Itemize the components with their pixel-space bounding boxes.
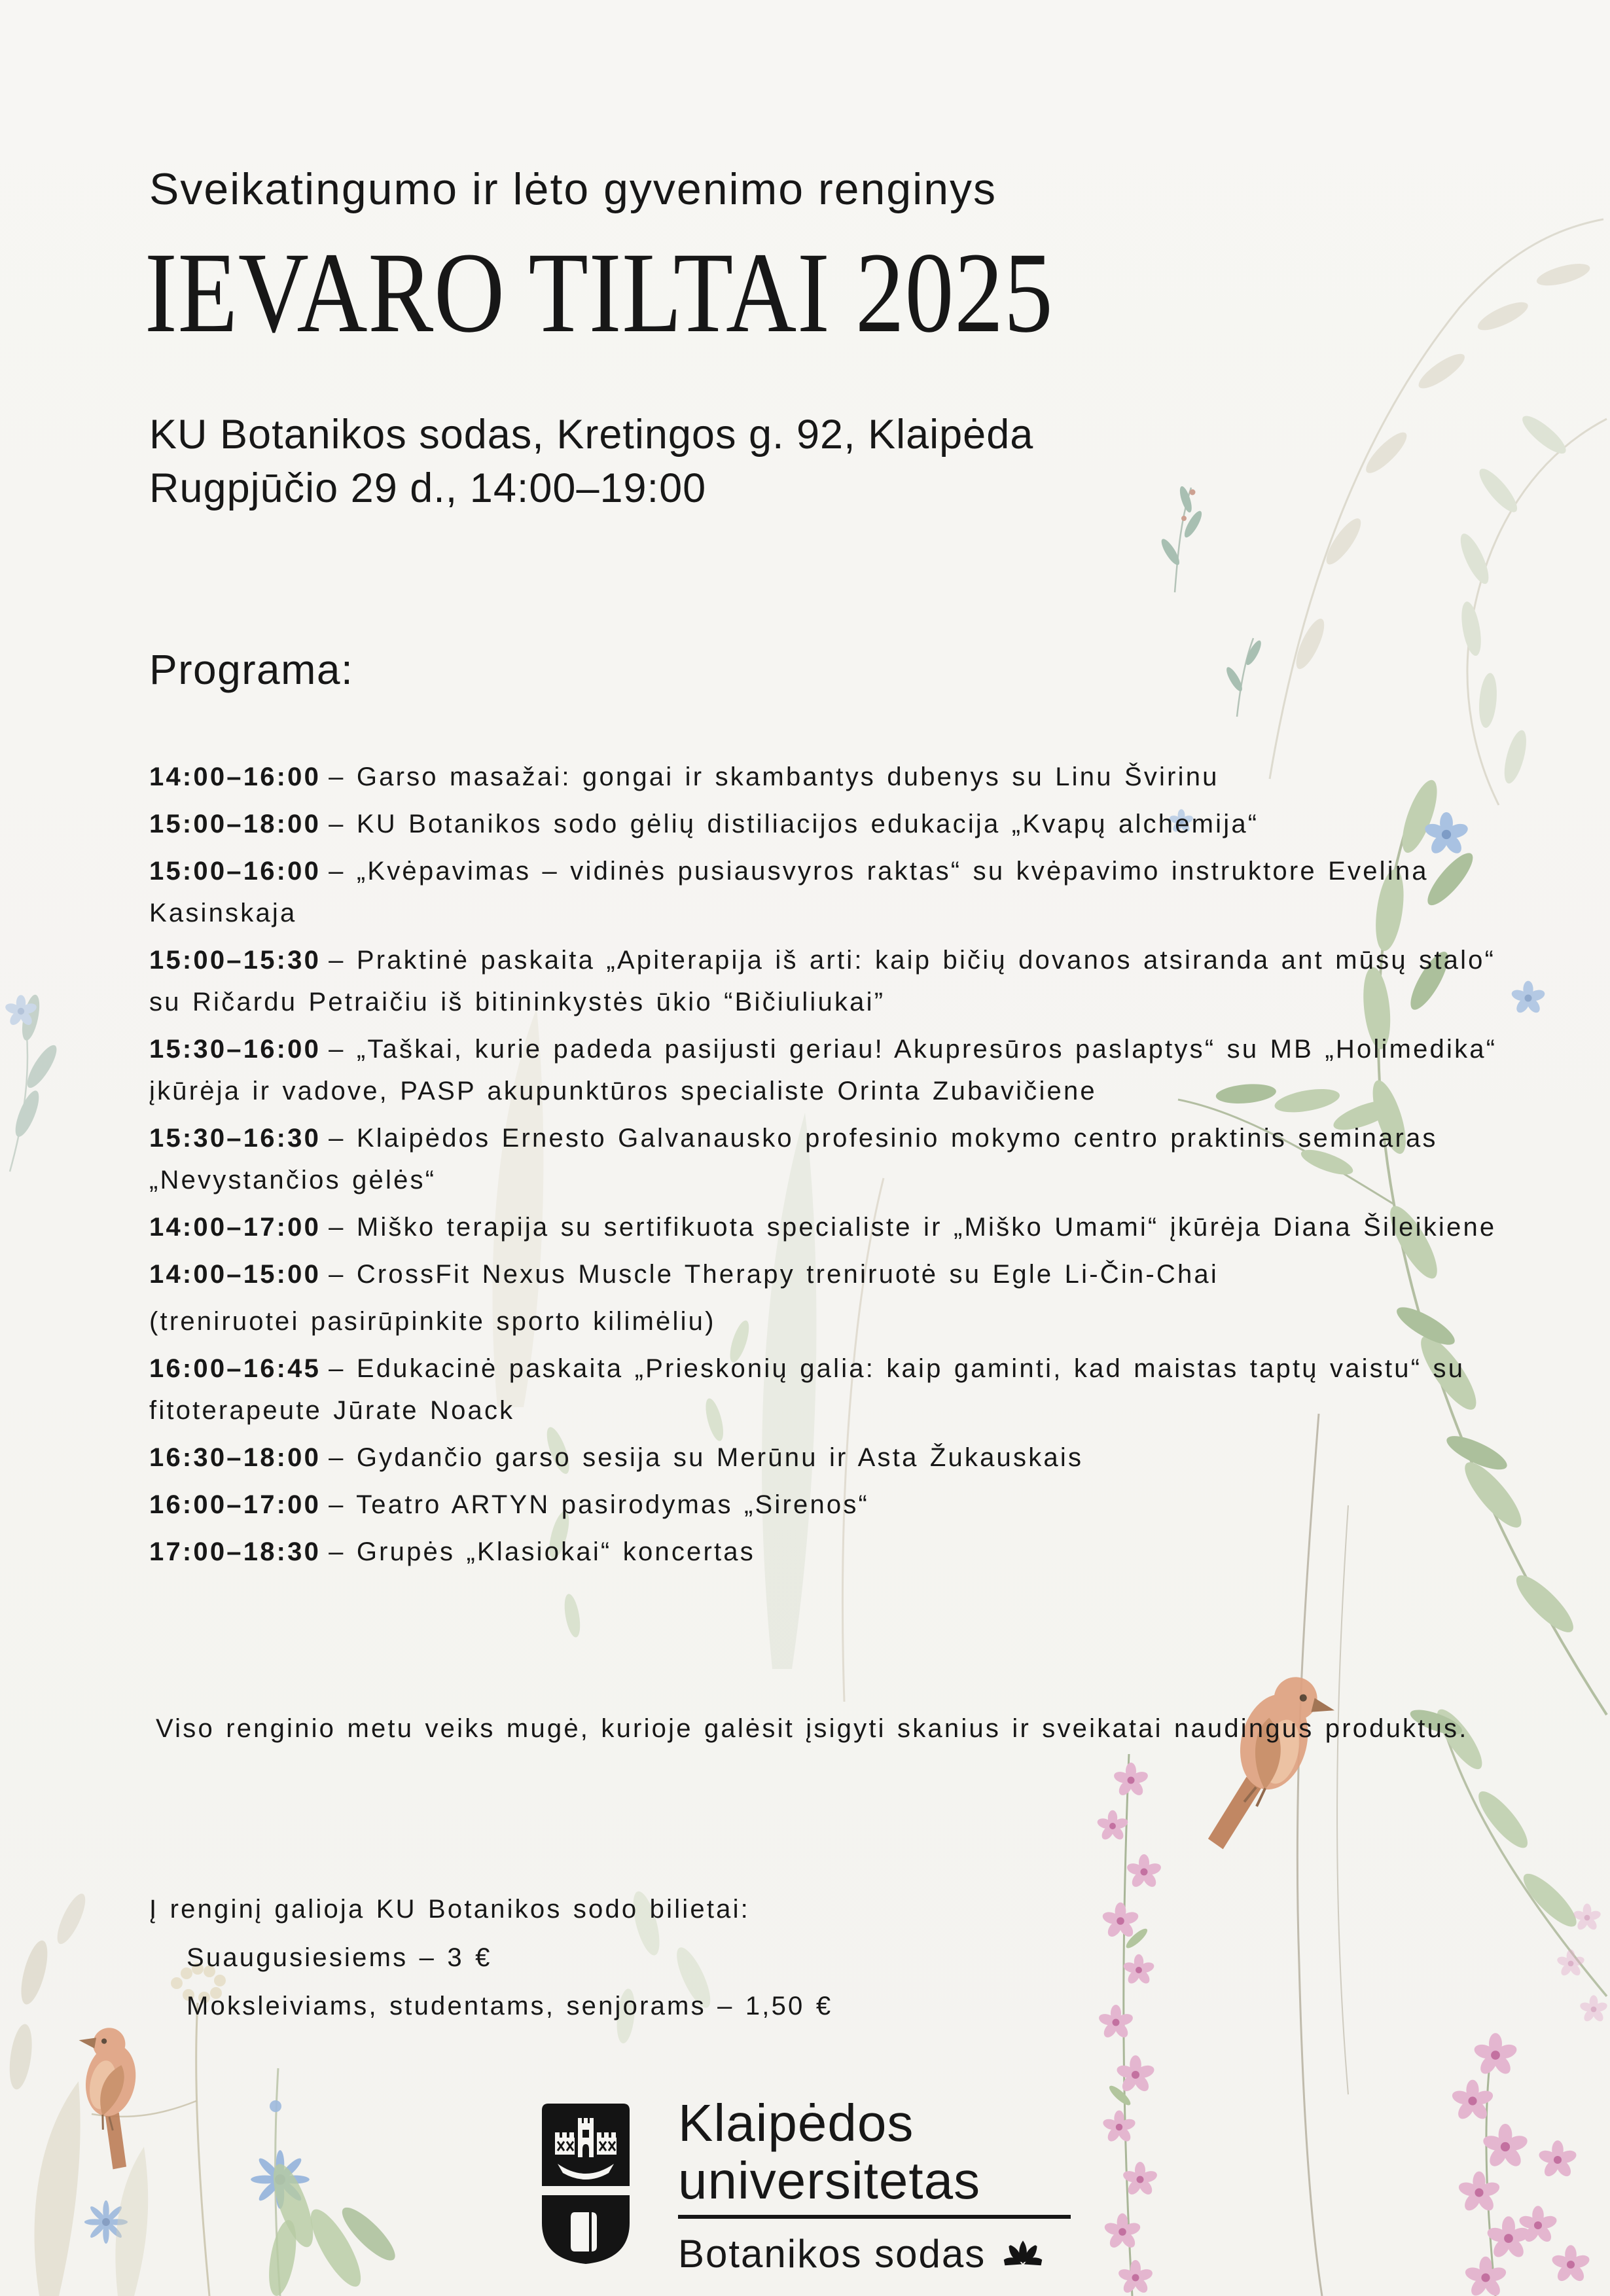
- teal-sprig-decoration: [1158, 485, 1264, 717]
- program-item-desc: – „Kvėpavimas – vidinės pusiausvyros raktas“ su kvėpavimo instruktore Evelina Kasinskaja: [149, 857, 1429, 927]
- market-note: Viso renginio metu veiks mugė, kurioje galėsit įsigyti skanius ir sveikatai naudingus produktus.: [156, 1714, 1469, 1743]
- tickets-heading: Į renginį galioja KU Botanikos sodo bilietai:: [149, 1895, 750, 1924]
- program-item: [149, 1531, 1504, 1573]
- program-item-desc: – Miško terapija su sertifikuota specialiste ir „Miško Umami“ įkūrėja Diana Šileikiene: [329, 1213, 1497, 1242]
- venue-text: KU Botanikos sodas, Kretingos g. 92, Klaipėda: [149, 412, 1034, 457]
- botanical-garden-label-row: [678, 2231, 1043, 2278]
- program-item-time: 15:30–16:30: [149, 1124, 321, 1153]
- program-item-time: 17:00–18:30: [149, 1537, 321, 1566]
- ticket-line: Moksleiviams, studentams, senjorams – 1,50 €: [187, 1992, 833, 2020]
- university-name: [678, 2094, 980, 2210]
- program-item: [149, 939, 1504, 1023]
- university-name-line2: universitetas: [678, 2151, 981, 2210]
- program-item-time: 15:00–15:30: [149, 946, 321, 975]
- top-right-branch-decoration: [1270, 219, 1607, 805]
- program-item-time: 14:00–16:00: [149, 762, 321, 791]
- program-item-desc: (treniruotei pasirūpinkite sporto kilimėliu): [149, 1307, 716, 1336]
- program-item-note: [149, 1300, 1504, 1342]
- program-item: [149, 803, 1504, 845]
- left-edge-sprig-decoration: [4, 994, 62, 1172]
- program-item-desc: – „Taškai, kurie padeda pasijusti geriau! Akupresūros paslaptys“ su MB „Holimedika“ įkūrėja ir vadove, PASP akupunktūros specialiste Orinta Zubavičiene: [149, 1035, 1497, 1105]
- program-item-time: 16:00–16:45: [149, 1354, 321, 1383]
- program-item-time: 16:30–18:00: [149, 1443, 321, 1472]
- program-list: [149, 756, 1504, 1578]
- event-category-text: Sveikatingumo ir lėto gyvenimo renginys: [149, 164, 997, 214]
- ku-shield-emblem-icon: [542, 2104, 630, 2264]
- program-item-desc: – Praktinė paskaita „Apiterapija iš arti: kaip bičių dovanos atsiranda ant mūsų stalo“ su Ričardu Petraičiu iš bitininkystės ūkio “Bičiuliukai”: [149, 946, 1496, 1016]
- program-item: [149, 1348, 1504, 1431]
- program-item: [149, 850, 1504, 934]
- program-item-desc: – Edukacinė paskaita „Prieskonių galia: kaip gaminti, kad maistas taptų vaistu“ su fitoterapeute Jūrate Noack: [149, 1354, 1465, 1425]
- bird-illustration-right: [1206, 1665, 1340, 1867]
- datetime-text: Rugpjūčio 29 d., 14:00–19:00: [149, 465, 707, 511]
- program-item: [149, 1437, 1504, 1479]
- lotus-icon: [1003, 2238, 1043, 2270]
- program-item-time: 15:30–16:00: [149, 1035, 321, 1064]
- ticket-line: Suaugusiesiems – 3 €: [187, 1943, 492, 1972]
- tickets-section: [149, 1885, 1458, 2030]
- program-item: [149, 1253, 1504, 1295]
- program-item-desc: – Garso masažai: gongai ir skambantys dubenys su Linu Švirinu: [329, 762, 1219, 791]
- program-item-time: 14:00–17:00: [149, 1213, 321, 1242]
- program-item-desc: – Teatro ARTYN pasirodymas „Sirenos“: [329, 1490, 870, 1519]
- program-item-time: 15:00–16:00: [149, 857, 321, 886]
- program-item-desc: – CrossFit Nexus Muscle Therapy treniruotė su Egle Li-Čin-Chai: [329, 1260, 1219, 1289]
- program-item-desc: – Grupės „Klasiokai“ koncertas: [329, 1537, 755, 1566]
- program-item-desc: – KU Botanikos sodo gėlių distiliacijos edukacija „Kvapų alchemija“: [329, 810, 1259, 838]
- program-item: [149, 1484, 1504, 1526]
- program-item-desc: – Gydančio garso sesija su Merūnu ir Asta Žukauskais: [329, 1443, 1084, 1472]
- program-item: [149, 1028, 1504, 1112]
- program-item: [149, 1206, 1504, 1248]
- botanical-garden-label: Botanikos sodas: [678, 2232, 986, 2276]
- program-item-time: 16:00–17:00: [149, 1490, 321, 1519]
- program-item-time: 15:00–18:00: [149, 810, 321, 838]
- program-item: [149, 756, 1504, 798]
- logo-divider: [678, 2215, 1071, 2219]
- program-item: [149, 1117, 1504, 1201]
- page-title: IEVARO TILTAI 2025: [145, 229, 1054, 357]
- program-heading: Programa:: [149, 646, 354, 693]
- university-name-line1: Klaipėdos: [678, 2094, 914, 2152]
- program-item-time: 14:00–15:00: [149, 1260, 321, 1289]
- program-item-desc: – Klaipėdos Ernesto Galvanausko profesinio mokymo centro praktinis seminaras „Nevystančios gėlės“: [149, 1124, 1438, 1194]
